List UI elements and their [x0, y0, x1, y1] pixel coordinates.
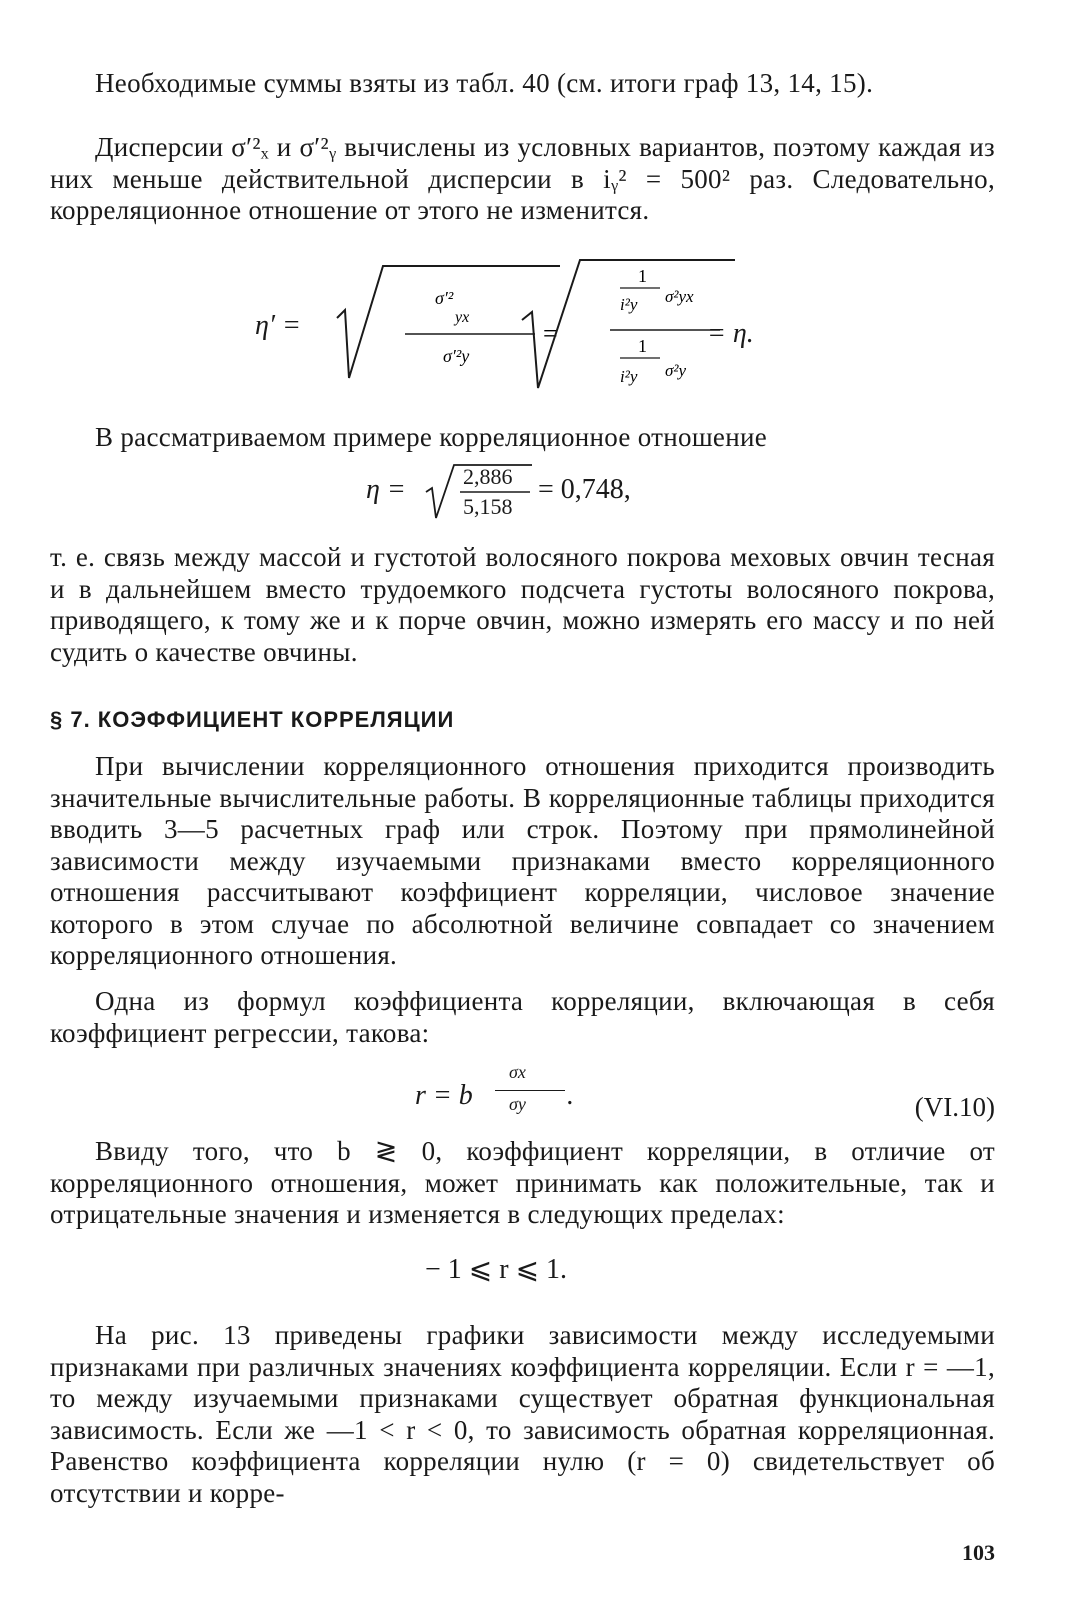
formula-r-limits: − 1 ⩽ r ⩽ 1.: [425, 1254, 568, 1285]
r-denominator: σy: [509, 1094, 526, 1114]
svg-text:yx: yx: [455, 309, 470, 326]
paragraph-correlation-coefficient-intro: При вычислении корреляционного отношения приходится производить значительные вычислительные работы. В корреляционные таблицы приходится вводить 3—5 расчетных граф или строк. Поэтому при прямолинейной зависимости между изучаемыми признаками вместо корреляционного отношения рассчитывают коэффициент корреляции, числовое значение которого в этом случае по абсолютной величине совпадает со значением корреляционного отношения.: [50, 751, 995, 970]
formula-eta: [366, 462, 706, 522]
equation-number: (VI.10): [914, 1092, 995, 1122]
r-formula-lhs: r = b: [415, 1080, 473, 1111]
page-number: 103: [962, 1540, 995, 1565]
svg-text:σ′²y: σ′²y: [443, 346, 470, 366]
svg-text:=: =: [543, 319, 558, 348]
svg-text:σ′²: σ′²: [435, 288, 454, 308]
r-numerator: σx: [509, 1062, 526, 1082]
r-formula-tail: .: [567, 1080, 574, 1111]
eta-result: = 0,748,: [538, 474, 631, 505]
r-fraction-bar: [495, 1090, 565, 1091]
eta-numerator: 2,886: [463, 464, 513, 489]
svg-text:i²y: i²y: [620, 367, 638, 386]
paragraph-figure-13: На рис. 13 приведены графики зависимости между исследуемыми признаками при различных значениях коэффициента корреляции. Если r = —1, то между изучаемыми признаками существует обратная функциональная зависимость. Если же —1 < r < 0, то зависимость обратная корреляционная. Равенство коэффициента корреляции нулю (r = 0) свидетельствует об отсутствии и корре-: [50, 1320, 995, 1508]
paragraph-conclusion: т. е. связь между массой и густотой волосяного покрова меховых овчин тесная и в дальнейшем вместо трудоемкого подсчета густоты волосяного покрова, приводящего, к тому же и к порче овчин, можно измерять его массу и по ней судить о качестве овчины.: [50, 542, 995, 667]
eta-prime-rhs: = η.: [707, 318, 754, 349]
formula-eta-prime: [255, 258, 795, 398]
section-heading: § 7. КОЭФФИЦИЕНТ КОРРЕЛЯЦИИ: [50, 707, 455, 732]
eta-lhs: η =: [366, 474, 406, 505]
eta-prime-lhs: η′ =: [255, 310, 301, 341]
paragraph-formula-intro: Одна из формул коэффициента корреляции, включающая в себя коэффициент регрессии, такова:: [50, 986, 995, 1048]
paragraph-sums-source: Необходимые суммы взяты из табл. 40 (см. итоги граф 13, 14, 15).: [95, 68, 874, 98]
eta-denominator: 5,158: [463, 494, 513, 519]
svg-text:i²y: i²y: [620, 295, 638, 314]
paragraph-range: Ввиду того, что b ≷ 0, коэффициент корреляции, в отличие от корреляционного отношения, может принимать как положительные, так и отрицательные значения и изменяется в следующих пределах:: [50, 1136, 995, 1229]
paragraph-example-intro: В рассматриваемом примере корреляционное отношение: [95, 422, 767, 452]
svg-text:1: 1: [638, 336, 647, 356]
paragraph-dispersions: Дисперсии σ′²ₓ и σ′²ᵧ вычислены из условных вариантов, поэтому каждая из них меньше действительной дисперсии в iᵧ² = 500² раз. Следовательно, корреляционное отношение от этого не изменится.: [50, 132, 995, 225]
svg-text:σ²y: σ²y: [665, 361, 687, 380]
svg-text:σ²yx: σ²yx: [665, 287, 694, 306]
svg-text:1: 1: [638, 266, 647, 286]
formula-r: [415, 1062, 615, 1122]
